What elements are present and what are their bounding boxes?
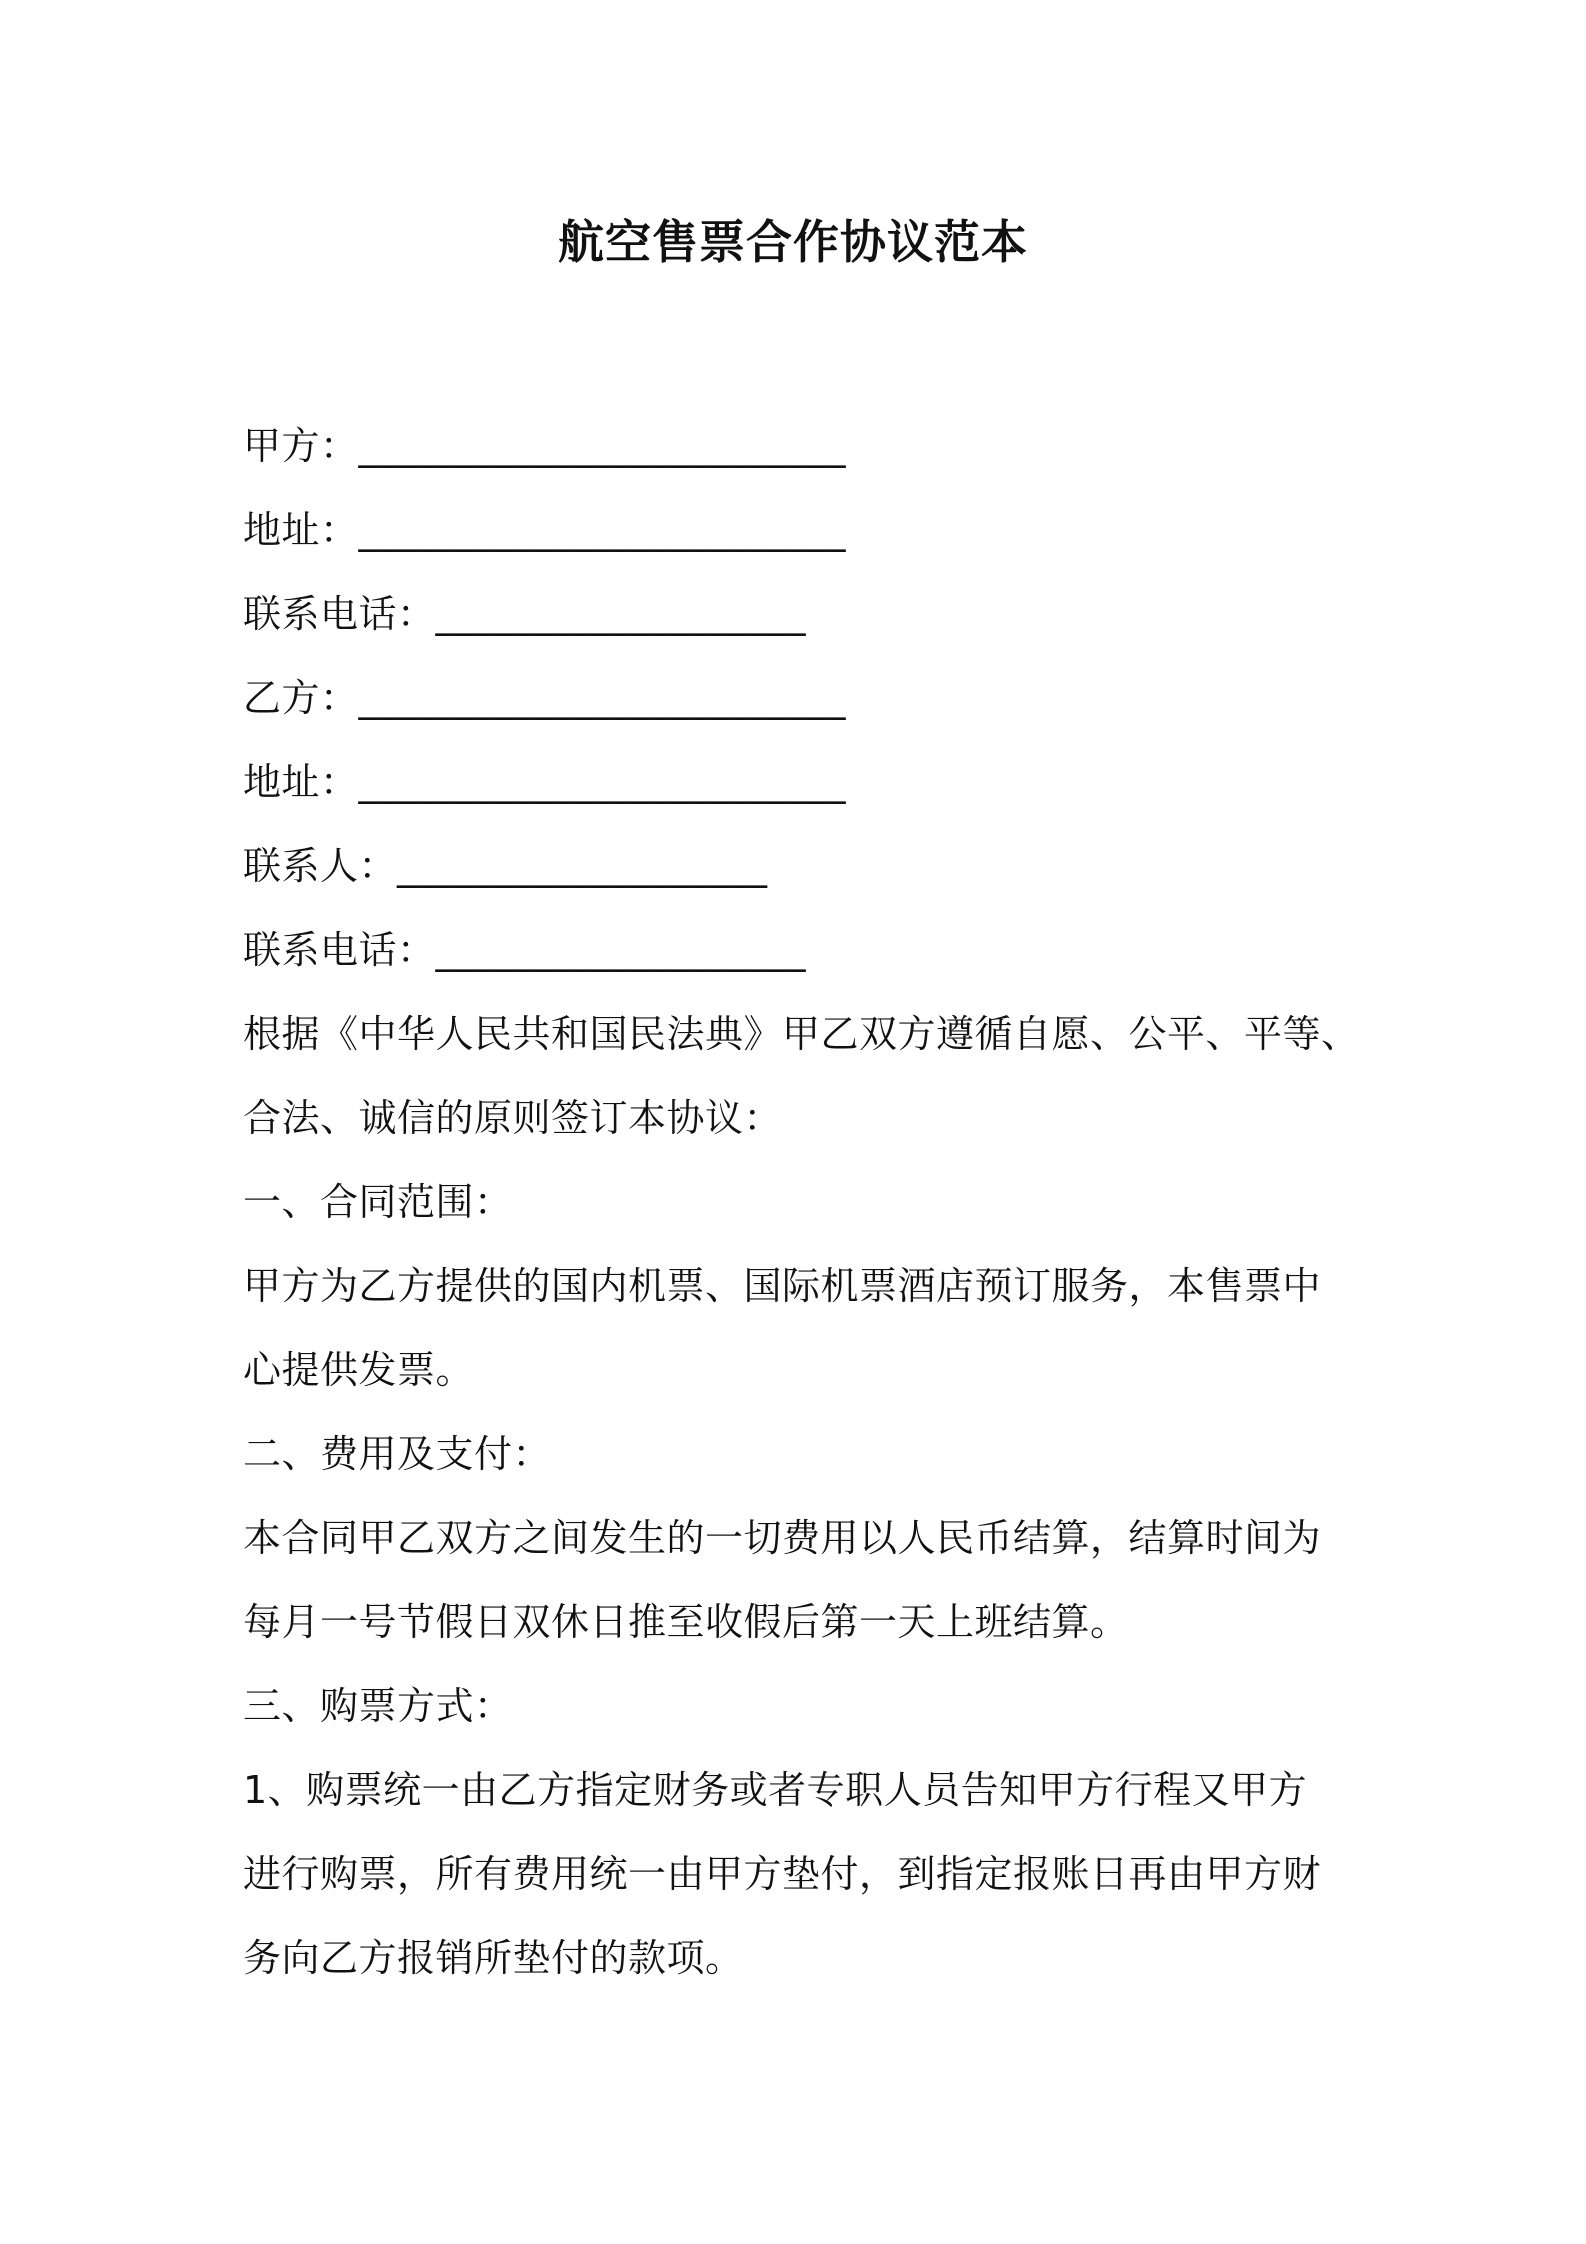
- field-blank: _________________________: [358, 760, 847, 804]
- section-purchase-paragraph: [243, 1748, 1363, 2000]
- field-label: 地址：: [243, 508, 359, 552]
- paragraph-line: 本合同甲乙双方之间发生的一切费用以人民币结算，结算时间为: [243, 1516, 1322, 1560]
- document-body: [243, 404, 1363, 2000]
- section-scope-paragraph: [243, 1244, 1363, 1412]
- party-b-phone-field: [243, 908, 1363, 992]
- field-blank: _________________________: [358, 676, 847, 720]
- field-blank: _________________________: [358, 508, 847, 552]
- field-blank: ___________________: [397, 844, 768, 888]
- paragraph-line: 甲方为乙方提供的国内机票、国际机票酒店预订服务，本售票中: [243, 1264, 1322, 1308]
- field-blank: _________________________: [358, 424, 847, 468]
- field-blank: ___________________: [435, 928, 807, 972]
- section-heading-purchase: 三、购票方式：: [243, 1684, 513, 1728]
- party-a-phone-field: [243, 572, 1363, 656]
- section-payment-paragraph: [243, 1496, 1363, 1664]
- paragraph-line: 心提供发票。: [243, 1348, 475, 1392]
- field-label: 联系电话：: [243, 592, 436, 636]
- paragraph-line: 每月一号节假日双休日推至收假后第一天上班结算。: [243, 1600, 1129, 1644]
- field-label: 乙方：: [243, 676, 359, 720]
- paragraph-line: 务向乙方报销所垫付的款项。: [243, 1936, 744, 1980]
- party-b-field: [243, 656, 1363, 740]
- party-b-contact-field: [243, 824, 1363, 908]
- field-blank: ___________________: [435, 592, 807, 636]
- party-a-address-field: [243, 488, 1363, 572]
- document-title: 航空售票合作协议范本: [558, 215, 1028, 269]
- paragraph-line: 1、购票统一由乙方指定财务或者专职人员告知甲方行程又甲方: [243, 1768, 1308, 1812]
- party-a-field: [243, 404, 1363, 488]
- intro-paragraph: [243, 992, 1363, 1160]
- field-label: 联系人：: [243, 844, 398, 888]
- field-label: 甲方：: [243, 424, 359, 468]
- intro-line: 根据《中华人民共和国民法典》甲乙双方遵循自愿、公平、平等、: [243, 1012, 1360, 1056]
- section-heading-scope: 一、合同范围：: [243, 1180, 513, 1224]
- party-b-address-field: [243, 740, 1363, 824]
- intro-line: 合法、诚信的原则签订本协议：: [243, 1096, 783, 1140]
- field-label: 地址：: [243, 760, 359, 804]
- paragraph-line: 进行购票，所有费用统一由甲方垫付，到指定报账日再由甲方财: [243, 1852, 1322, 1896]
- section-heading-payment: 二、费用及支付：: [243, 1432, 552, 1476]
- field-label: 联系电话：: [243, 928, 436, 972]
